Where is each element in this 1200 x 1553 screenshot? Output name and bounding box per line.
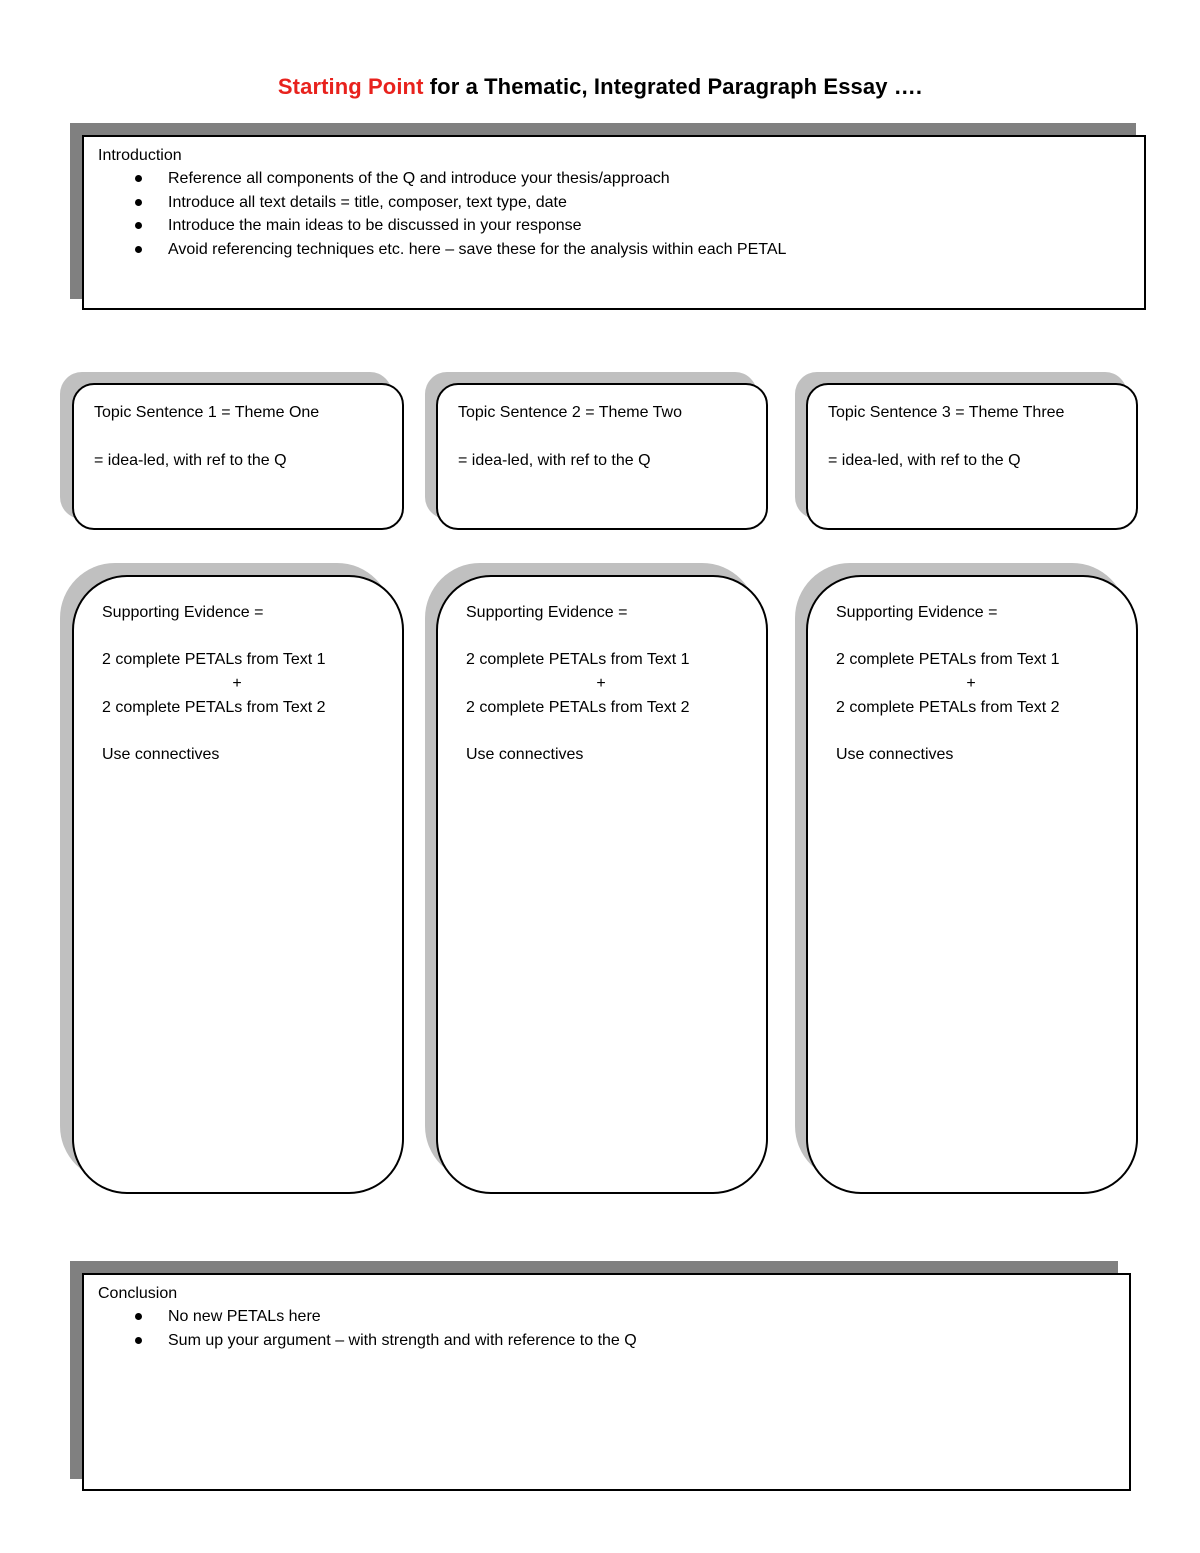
- conclusion-box: [82, 1273, 1131, 1491]
- bullet-icon: [135, 175, 142, 182]
- evidence-note: Use connectives: [102, 746, 220, 763]
- conclusion-list: [98, 1305, 1115, 1352]
- bullet-icon: [135, 246, 142, 253]
- bullet-icon: [135, 1313, 142, 1320]
- topic-card-title: Topic Sentence 1 = Theme One: [94, 404, 320, 421]
- evidence-text-2: 2 complete PETALs from Text 2: [102, 699, 326, 716]
- list-item: [98, 167, 1130, 191]
- list-item: [98, 214, 1130, 238]
- topic-card-note: = idea-led, with ref to the Q: [458, 452, 651, 469]
- list-item: [98, 238, 1130, 262]
- evidence-text-1: 2 complete PETALs from Text 1: [466, 651, 690, 668]
- list-item-text: Avoid referencing techniques etc. here – save these for the analysis within each PETAL: [168, 240, 787, 258]
- list-item-text: Introduce the main ideas to be discussed in your response: [168, 217, 582, 234]
- evidence-heading: Supporting Evidence =: [466, 604, 628, 621]
- evidence-text-1: 2 complete PETALs from Text 1: [102, 651, 326, 668]
- title-highlight: Starting Point: [277, 74, 424, 99]
- plus-sign: +: [966, 675, 976, 692]
- topic-card-note: = idea-led, with ref to the Q: [828, 452, 1021, 469]
- list-item: [98, 1329, 1115, 1353]
- evidence-text-2: 2 complete PETALs from Text 2: [466, 699, 690, 716]
- list-item-text: Introduce all text details = title, composer, text type, date: [168, 193, 567, 211]
- plus-sign: +: [596, 675, 606, 692]
- evidence-card-1: [72, 575, 404, 1194]
- list-item-text: Sum up your argument – with strength and with reference to the Q: [168, 1331, 637, 1349]
- title-rest: for a Thematic, Integrated Paragraph Essay ….: [423, 74, 923, 99]
- topic-card-3: [806, 383, 1138, 530]
- evidence-heading: Supporting Evidence =: [836, 604, 998, 621]
- bullet-icon: [135, 199, 142, 206]
- evidence-card-3: [806, 575, 1138, 1194]
- topic-card-1: [72, 383, 404, 530]
- evidence-card-2: [436, 575, 768, 1194]
- evidence-note: Use connectives: [836, 746, 954, 763]
- topic-card-title: Topic Sentence 3 = Theme Three: [828, 404, 1065, 421]
- list-item: [98, 191, 1130, 215]
- topic-card-note: = idea-led, with ref to the Q: [94, 452, 287, 469]
- topic-card-title: Topic Sentence 2 = Theme Two: [458, 404, 682, 421]
- introduction-heading: Introduction: [98, 147, 182, 164]
- topic-card-2: [436, 383, 768, 530]
- plus-sign: +: [232, 675, 242, 692]
- introduction-box: [82, 135, 1146, 310]
- conclusion-heading: Conclusion: [98, 1285, 178, 1302]
- introduction-list: [98, 167, 1130, 261]
- bullet-icon: [135, 222, 142, 229]
- evidence-heading: Supporting Evidence =: [102, 604, 264, 621]
- evidence-note: Use connectives: [466, 746, 584, 763]
- list-item-text: No new PETALs here: [168, 1308, 321, 1325]
- evidence-text-1: 2 complete PETALs from Text 1: [836, 651, 1060, 668]
- evidence-text-2: 2 complete PETALs from Text 2: [836, 699, 1060, 716]
- bullet-icon: [135, 1337, 142, 1344]
- list-item: [98, 1305, 1115, 1329]
- list-item-text: Reference all components of the Q and introduce your thesis/approach: [168, 170, 670, 187]
- page-title: [0, 74, 1200, 100]
